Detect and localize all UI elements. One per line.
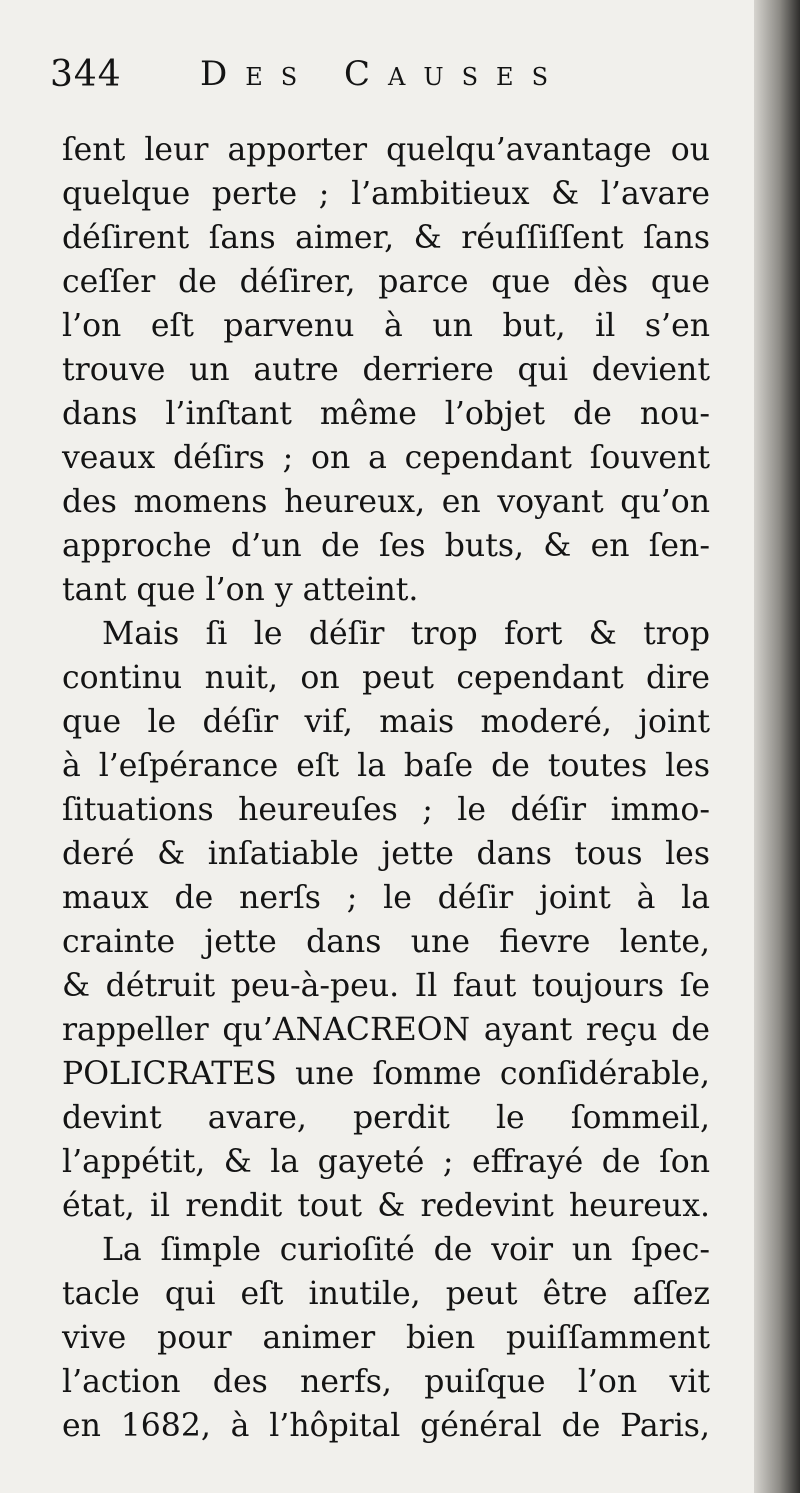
text-line: que le déſir vif, mais moderé, joint	[62, 704, 710, 740]
text-line: continu nuit, on peut cependant dire	[62, 660, 710, 696]
text-line: ſent leur apporter quelqu’avantage ou	[62, 132, 710, 168]
text-line: tant que l’on y atteint.	[62, 572, 419, 608]
text-line: des momens heureux, en voyant qu’on	[62, 484, 710, 520]
text-line: & détruit peu-à-peu. Il faut toujours ſe	[62, 968, 710, 1004]
text-line: veaux déſirs ; on a cependant ſouvent	[62, 440, 710, 476]
page-header	[50, 48, 690, 108]
text-line: ceſſer de déſirer, parce que dès que	[62, 264, 710, 300]
text-line: l’appétit, & la gayeté ; effrayé de ſon	[62, 1144, 710, 1180]
running-title: Des Causes	[200, 54, 567, 94]
text-line: quelque perte ; l’ambitieux & l’avare	[62, 176, 710, 212]
text-line: vive pour animer bien puiſſamment	[62, 1320, 710, 1356]
text-line: rappeller qu’ANACREON ayant reçu de	[62, 1012, 710, 1048]
text-line: trouve un autre derriere qui devient	[62, 352, 710, 388]
text-line: Mais ſi le déſir trop fort & trop	[102, 616, 710, 652]
text-line: crainte jette dans une fievre lente,	[62, 924, 710, 960]
text-line: état, il rendit tout & redevint heureux.	[62, 1188, 710, 1224]
text-line: l’on eſt parvenu à un but, il s’en	[62, 308, 710, 344]
text-line: La ſimple curioſité de voir un ſpec-	[102, 1232, 710, 1268]
text-line: en 1682, à l’hôpital général de Paris,	[62, 1408, 710, 1444]
page-number: 344	[50, 54, 122, 95]
text-line: tacle qui eſt inutile, peut être aſſez	[62, 1276, 710, 1312]
binding-shadow	[754, 0, 800, 1493]
text-line: deré & inſatiable jette dans tous les	[62, 836, 710, 872]
text-line: approche d’un de ſes buts, & en ſen-	[62, 528, 710, 564]
text-line: POLICRATES une ſomme conſidérable,	[62, 1056, 710, 1092]
text-line: à l’eſpérance eſt la baſe de toutes les	[62, 748, 710, 784]
body-text	[62, 128, 710, 1448]
text-line: dans l’inſtant même l’objet de nou-	[62, 396, 710, 432]
text-line: déſirent ſans aimer, & réuſſiſſent ſans	[62, 220, 710, 256]
text-line: ſituations heureuſes ; le déſir immo-	[62, 792, 710, 828]
text-line: l’action des nerfs, puiſque l’on vit	[62, 1364, 710, 1400]
text-line: maux de nerſs ; le déſir joint à la	[62, 880, 710, 916]
text-line: devint avare, perdit le ſommeil,	[62, 1100, 710, 1136]
